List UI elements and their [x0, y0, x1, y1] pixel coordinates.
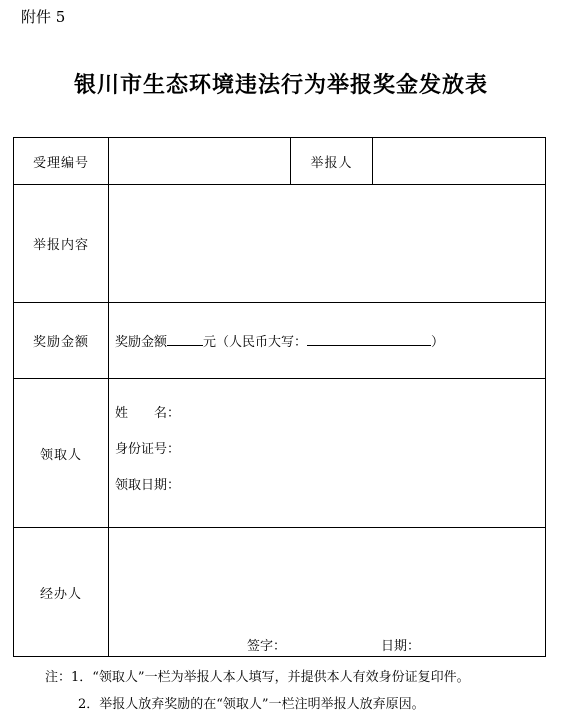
receiver-date-label: 领取日期：: [115, 478, 181, 493]
reward-field[interactable]: [109, 303, 546, 379]
reporter-field[interactable]: [373, 138, 546, 185]
row-receiver: [14, 379, 546, 528]
handler-label-cell: [14, 528, 109, 657]
row-reward: [14, 303, 546, 379]
handler-field[interactable]: [109, 528, 546, 657]
note-line-1: 注：1．“领取人”一栏为举报人本人填写，并提供本人有效身份证复印件。: [45, 670, 470, 685]
content-field[interactable]: [109, 185, 546, 303]
reporter-label: 举报人: [310, 155, 353, 171]
reward-label-cell: [14, 303, 109, 379]
reward-label: 奖励金额: [32, 335, 89, 350]
receiver-label: 领取人: [39, 447, 82, 463]
content-label-cell: [14, 185, 109, 303]
reward-amount-blank[interactable]: [167, 333, 203, 346]
row-handler: [14, 528, 546, 657]
reward-prefix: 奖励金额: [115, 335, 168, 350]
reward-uppercase-blank[interactable]: [307, 333, 431, 346]
page-title: 银川市生态环境违法行为举报奖金发放表: [73, 73, 488, 98]
receiver-name-label: 姓 名：: [115, 406, 181, 421]
reporter-label-cell: [291, 138, 373, 185]
handler-sign-label: 签字：: [247, 639, 287, 654]
row-content: [14, 185, 546, 303]
content-label: 举报内容: [32, 238, 89, 253]
case-no-field[interactable]: [109, 138, 291, 185]
reward-form-table: [13, 137, 546, 657]
handler-date-label: 日期：: [381, 639, 421, 654]
row-case: [14, 138, 546, 185]
case-no-label-cell: [14, 138, 109, 185]
reward-close: ）: [431, 335, 445, 350]
reward-unit: 元（人民币大写：: [203, 335, 308, 350]
handler-label: 经办人: [39, 586, 82, 602]
case-no-label: 受理编号: [32, 155, 89, 171]
note-line-2: 2．举报人放弃奖励的在“领取人”一栏注明举报人放弃原因。: [78, 697, 425, 712]
attachment-label: 附件 5: [21, 8, 66, 26]
receiver-field[interactable]: [109, 379, 546, 528]
receiver-id-label: 身份证号：: [115, 442, 181, 457]
receiver-label-cell: [14, 379, 109, 528]
